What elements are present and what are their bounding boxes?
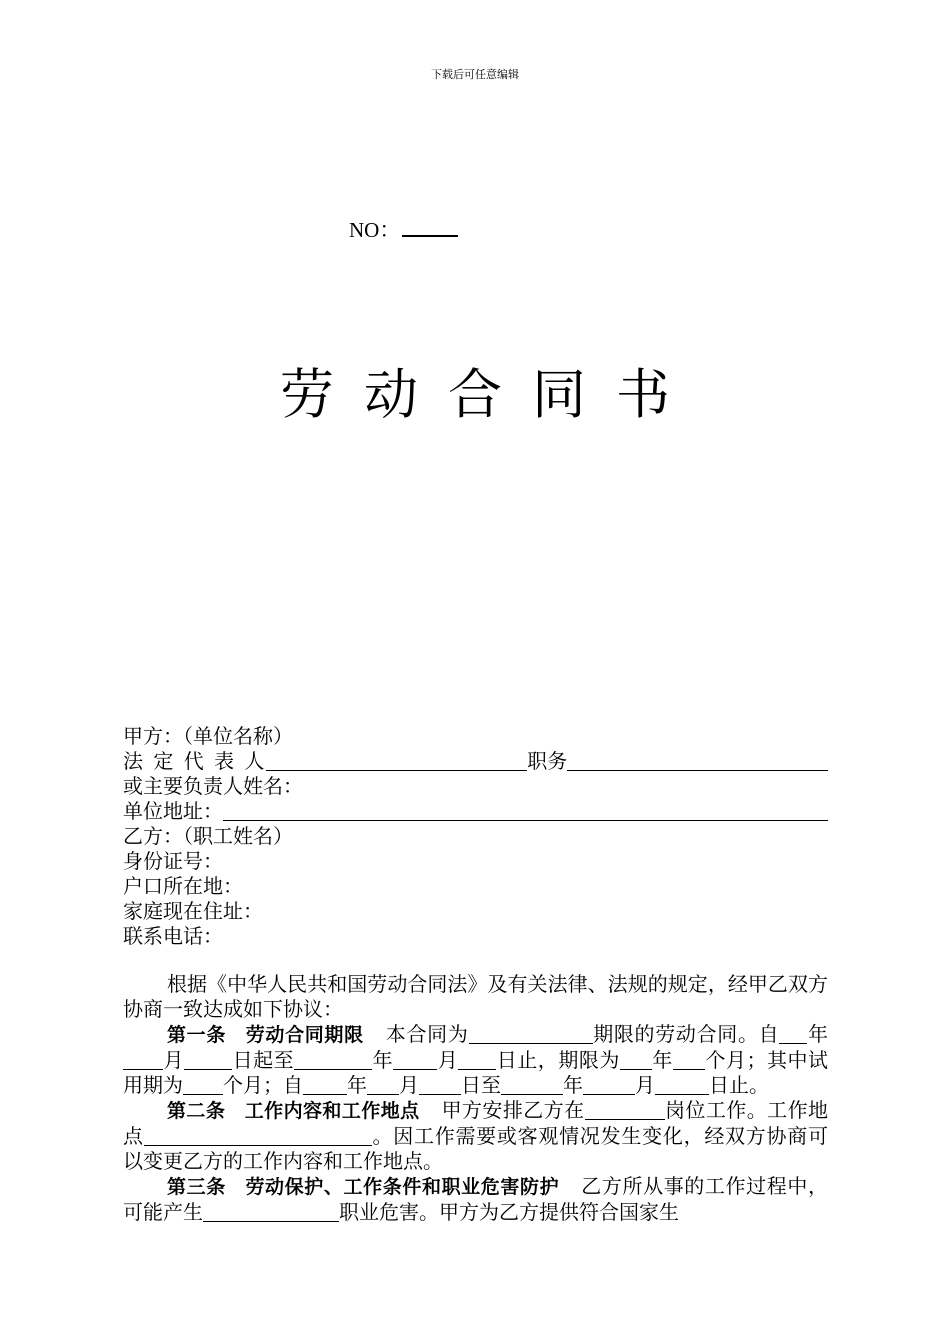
clause-1-text: 月 <box>399 1073 419 1097</box>
date-blank[interactable] <box>294 1050 372 1070</box>
contract-body <box>123 972 828 1225</box>
contract-number <box>349 214 458 244</box>
term-type-blank[interactable] <box>469 1024 593 1044</box>
date-blank[interactable] <box>367 1075 399 1095</box>
clause-1-text: 日至 <box>461 1073 501 1097</box>
clause-1-text: 期限的劳动合同。自 <box>592 1022 780 1046</box>
clause-1-text: 年 <box>347 1073 367 1097</box>
document-title: 劳动合同书 <box>280 363 700 426</box>
date-blank[interactable] <box>303 1075 347 1095</box>
header-note: 下载后可任意编辑 <box>431 68 519 81</box>
date-blank[interactable] <box>123 1050 163 1070</box>
clause-1-text: 年 <box>651 1048 673 1072</box>
date-blank[interactable] <box>458 1050 496 1070</box>
address-row <box>123 799 828 824</box>
clause-1-text: 年 <box>563 1073 583 1097</box>
clause-3 <box>123 1174 828 1225</box>
clause-3-text: 职业危害。甲方为乙方提供符合国家生 <box>339 1200 679 1224</box>
clause-1-text: 日止，期限为 <box>496 1048 620 1072</box>
period-years-blank[interactable] <box>620 1050 652 1070</box>
id-label: 身份证号： <box>123 849 223 873</box>
clause-2-text: 岗位工作。工作地点 <box>123 1098 829 1148</box>
contract-number-blank[interactable] <box>402 217 458 237</box>
principal-label: 或主要负责人姓名： <box>123 774 303 798</box>
party-b-label: 乙方：（职工姓名） <box>123 824 293 848</box>
date-blank[interactable] <box>779 1024 807 1044</box>
clause-1-text: 个月；其中试用期为 <box>123 1048 829 1097</box>
intro-paragraph: 根据《中华人民共和国劳动合同法》及有关法律、法规的规定，经甲乙双方协商一致达成如下协议： <box>123 972 828 1021</box>
home-address-label: 家庭现在住址： <box>123 899 263 923</box>
period-months-blank[interactable] <box>673 1050 705 1070</box>
clause-2 <box>123 1098 828 1174</box>
date-blank[interactable] <box>184 1050 232 1070</box>
clause-1 <box>123 1022 828 1098</box>
clause-1-text: 月 <box>163 1048 185 1072</box>
clause-1-text: 日起至 <box>232 1048 295 1072</box>
address-label: 单位地址： <box>123 799 223 823</box>
date-blank[interactable] <box>501 1075 563 1095</box>
address-blank[interactable] <box>223 800 828 821</box>
probation-months-blank[interactable] <box>183 1075 223 1095</box>
legal-rep-blank[interactable] <box>266 750 527 771</box>
phone-label: 联系电话： <box>123 924 223 948</box>
clause-1-text: 月 <box>437 1048 459 1072</box>
position-blank[interactable] <box>567 750 828 771</box>
position-label: 职务 <box>527 749 568 773</box>
party-info <box>123 724 828 949</box>
clause-2-text: 。因工作需要或客观情况发生变化，经双方协商可以变更乙方的工作内容和工作地点。 <box>123 1124 829 1173</box>
clause-1-title: 第一条 劳动合同期限 <box>167 1024 364 1046</box>
clause-1-text: 年 <box>372 1048 394 1072</box>
date-blank[interactable] <box>583 1075 635 1095</box>
post-blank[interactable] <box>585 1100 665 1120</box>
date-blank[interactable] <box>419 1075 461 1095</box>
date-blank[interactable] <box>393 1050 437 1070</box>
work-location-blank[interactable] <box>144 1126 372 1146</box>
contract-number-label: NO： <box>349 218 401 242</box>
hazard-blank[interactable] <box>203 1202 339 1222</box>
clause-2-text: 甲方安排乙方在 <box>441 1098 585 1122</box>
legal-rep-label: 法 定 代 表 人 <box>123 749 267 773</box>
clause-3-title: 第三条 劳动保护、工作条件和职业危害防护 <box>167 1176 560 1198</box>
clause-1-text: 日止。 <box>709 1073 769 1097</box>
date-blank[interactable] <box>655 1075 709 1095</box>
clause-2-title: 第二条 工作内容和工作地点 <box>167 1100 420 1122</box>
hukou-label: 户口所在地： <box>123 874 243 898</box>
legal-rep-row <box>123 749 828 774</box>
clause-1-text: 年 <box>807 1022 828 1046</box>
clause-3-text: 乙方所从事的工作过程中，可能产生 <box>123 1174 828 1224</box>
party-a-label: 甲方：（单位名称） <box>123 724 293 748</box>
clause-1-text: 月 <box>635 1073 655 1097</box>
clause-1-text: 本合同为 <box>385 1022 469 1046</box>
clause-1-text: 个月；自 <box>223 1073 303 1097</box>
